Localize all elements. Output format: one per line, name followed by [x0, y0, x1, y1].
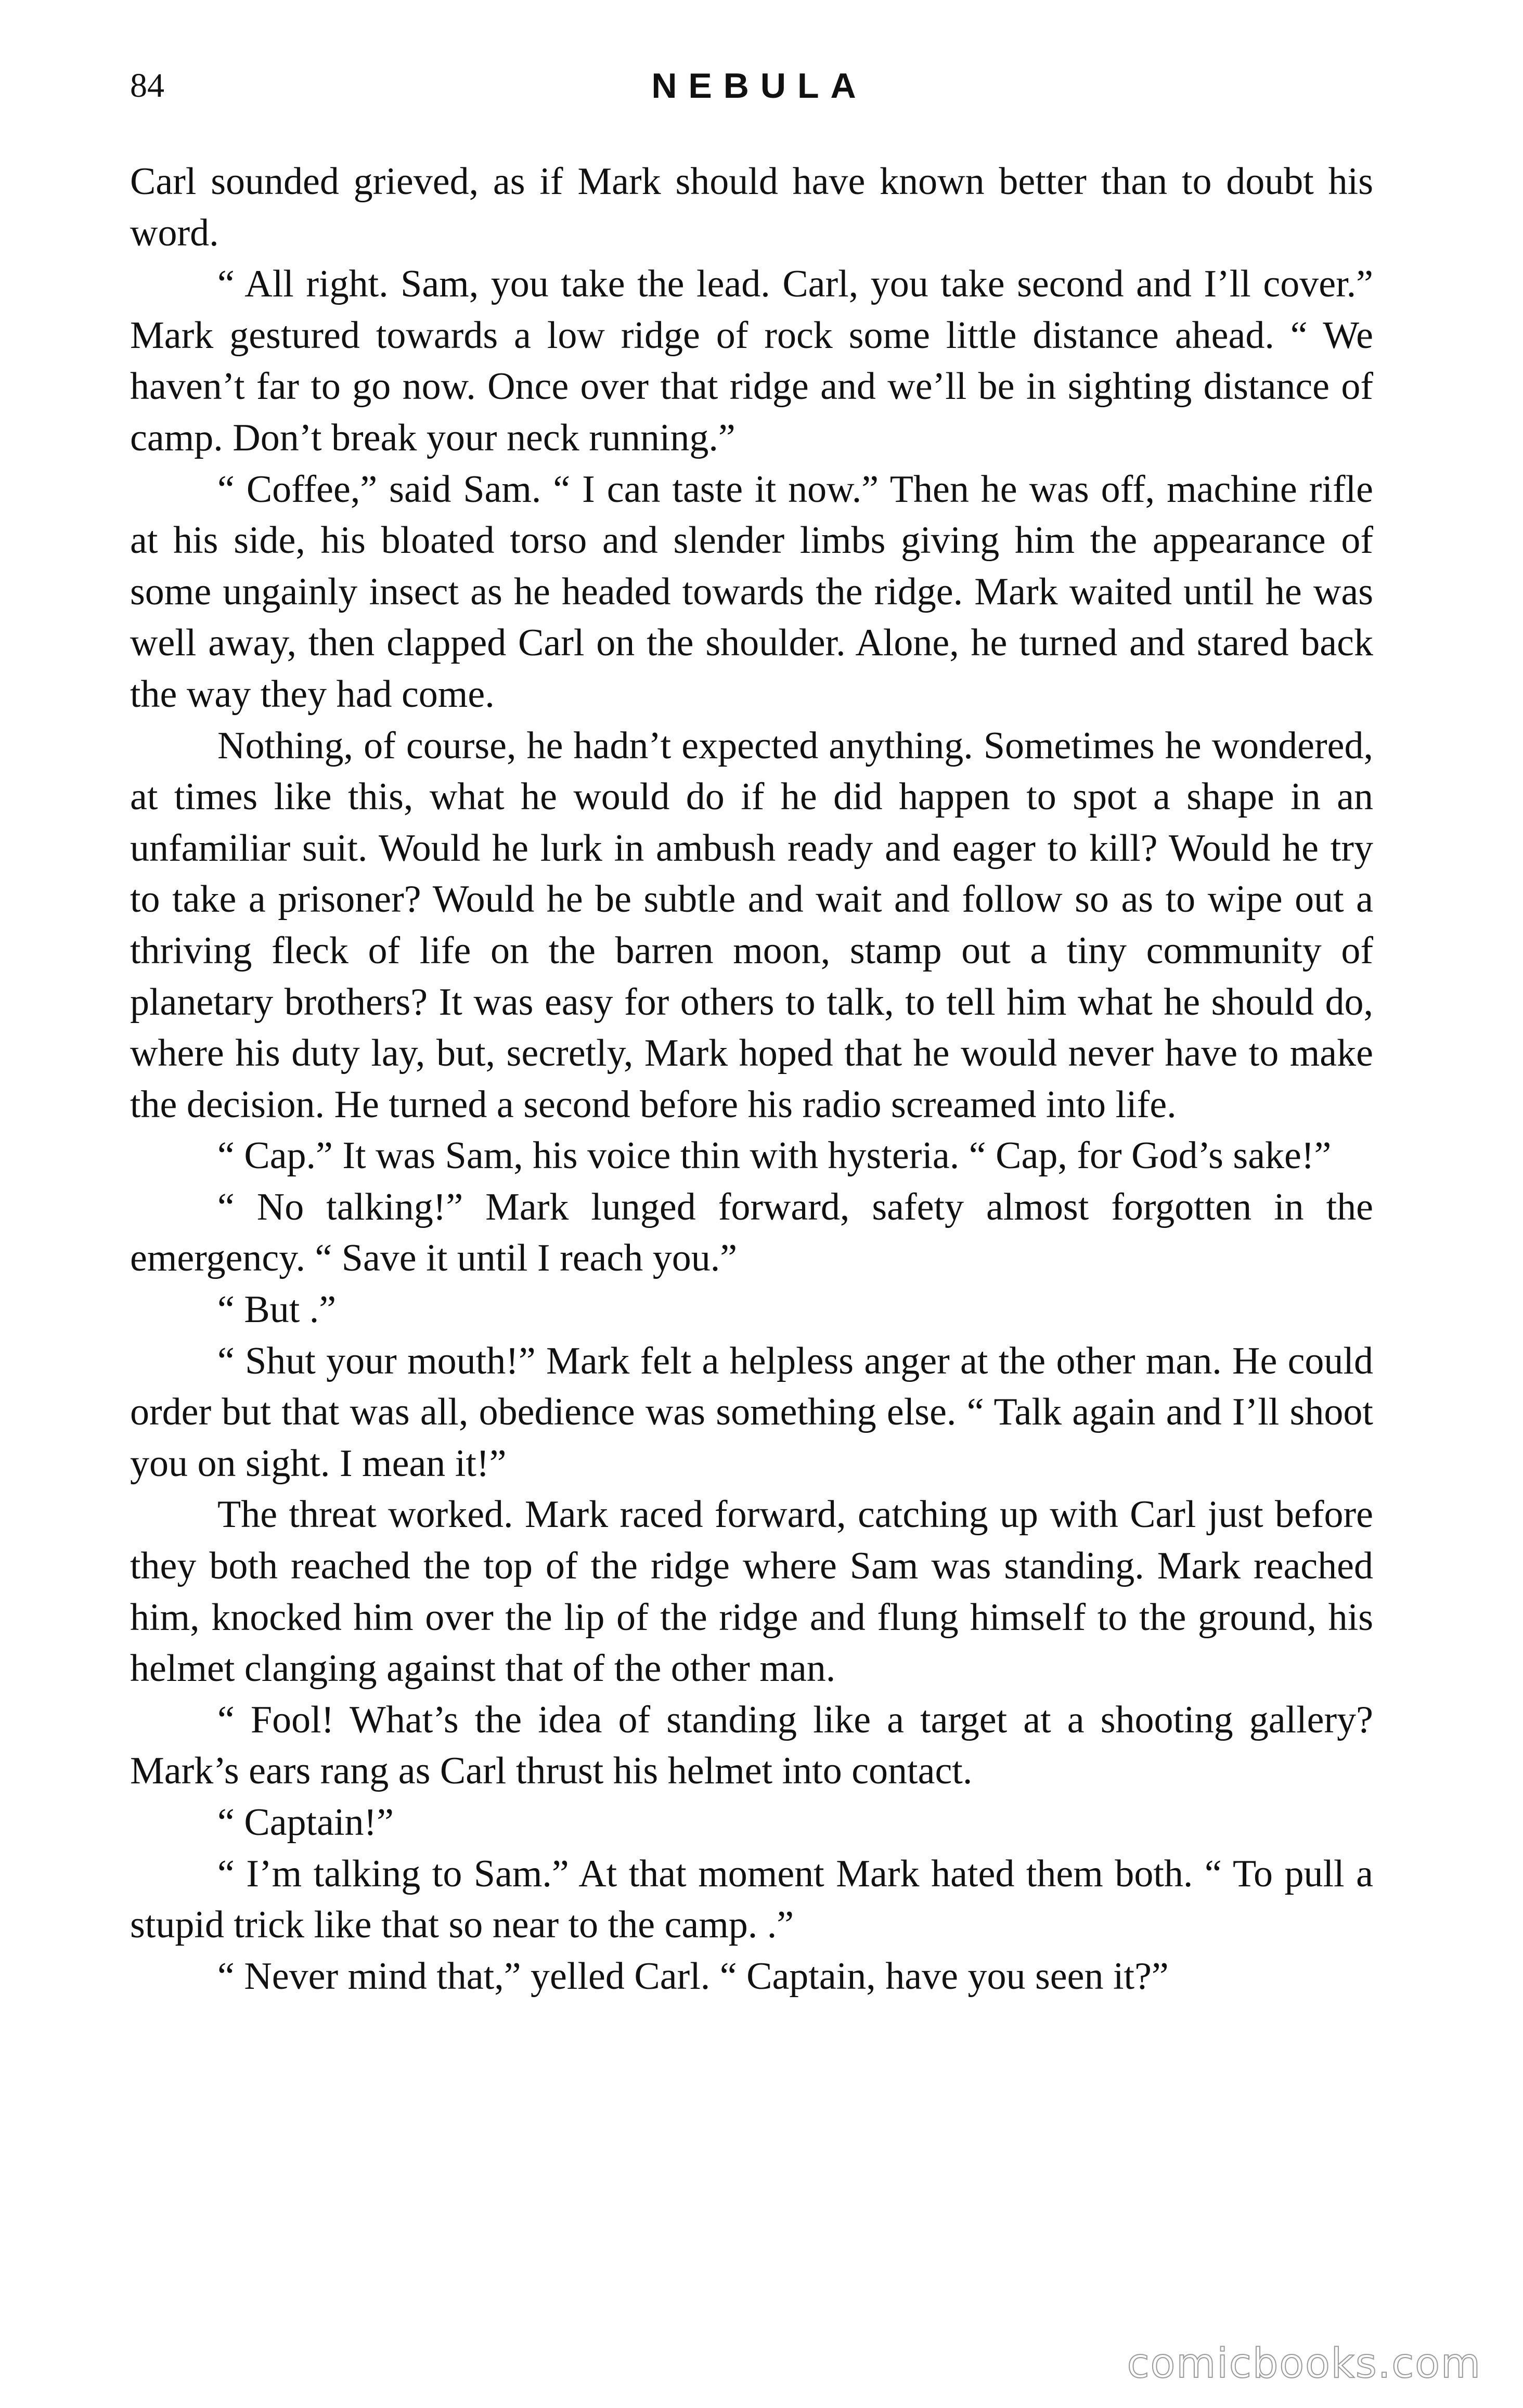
page-number: 84 — [130, 67, 164, 105]
body-text — [130, 156, 1373, 2002]
watermark: comicbooks.com — [1127, 2340, 1481, 2387]
page-header — [130, 62, 1389, 120]
paragraph: Carl sounded grieved, as if Mark should have known better than to doubt his word. — [130, 160, 1373, 254]
paragraph: “ Coffee,” said Sam. “ I can taste it now.” Then he was off, machine rifle at his side, his bloated torso and slender limbs giving him the appearance of some ungainly insect as he headed towards the ridge. Mark waited until he was well away, then clapped Carl on the shoulder. Alone, he turned and stared back the way they had come. — [130, 468, 1373, 716]
paragraph: “ All right. Sam, you take the lead. Carl, you take second and I’ll cover.” Mark gestured towards a low ridge of rock some little distance ahead. “ We haven’t far to go now. Once over that ridge and we’ll be in sighting distance of camp. Don’t break your neck running.” — [130, 263, 1373, 459]
paragraph: “ No talking!” Mark lunged forward, safety almost forgotten in the emergency. “ Save it until I reach you.” — [130, 1185, 1373, 1280]
paragraph: “ Captain!” — [217, 1801, 394, 1844]
paragraph: The threat worked. Mark raced forward, catching up with Carl just before they both reached the top of the ridge where Sam was standing. Mark reached him, knocked him over the lip of the ridge and flung himself to the ground, his helmet clanging against that of the other man. — [130, 1493, 1373, 1690]
paragraph: “ Fool! What’s the idea of standing like a target at a shooting gallery? Mark’s ears rang as Carl thrust his helmet into contact. — [130, 1698, 1373, 1793]
paragraph: “ Cap.” It was Sam, his voice thin with hysteria. “ Cap, for God’s sake!” — [217, 1134, 1332, 1177]
paragraph: “ Never mind that,” yelled Carl. “ Captain, have you seen it?” — [217, 1954, 1169, 1998]
paragraph: “ But .” — [217, 1288, 337, 1331]
paragraph: “ I’m talking to Sam.” At that moment Mark hated them both. “ To pull a stupid trick like that so near to the camp. .” — [130, 1852, 1373, 1947]
paragraph: Nothing, of course, he hadn’t expected anything. Sometimes he wondered, at times like this, what he would do if he did happen to spot a shape in an unfamiliar suit. Would he lurk in ambush ready and eager to kill? Would he try to take a prisoner? Would he be subtle and wait and follow so as to wipe out a thriving fleck of life on the barren moon, stamp out a tiny community of planetary brothers? It was easy for others to talk, to tell him what he should do, where his duty lay, but, secretly, Mark hoped that he would never have to make the decision. He turned a second before his radio screamed into life. — [130, 724, 1373, 1126]
paragraph: “ Shut your mouth!” Mark felt a helpless anger at the other man. He could order but that was all, obedience was something else. “ Talk again and I’ll shoot you on sight. I mean it!” — [130, 1339, 1373, 1485]
running-title: NEBULA — [651, 66, 868, 106]
